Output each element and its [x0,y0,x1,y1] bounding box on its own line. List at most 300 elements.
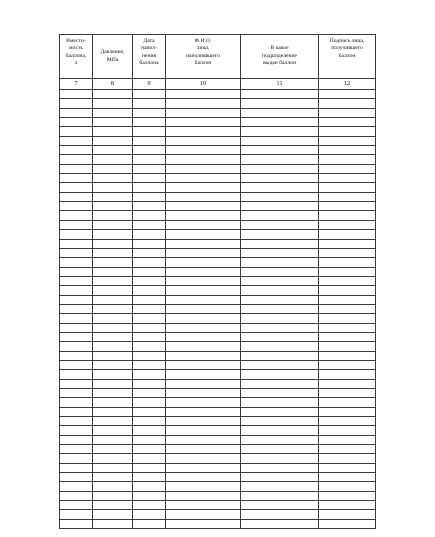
table-cell [133,248,166,257]
table-cell [133,332,166,341]
table-cell [133,118,166,127]
table-cell [93,258,133,267]
table-cell [166,314,241,323]
table-cell [133,90,166,99]
table-cell [133,389,166,398]
table-row [60,482,376,491]
table-cell [60,276,93,285]
table-cell [60,426,93,435]
table-cell [319,482,376,491]
table-cell [319,351,376,360]
table-cell [319,295,376,304]
table-cell [133,519,166,528]
table-cell [166,323,241,332]
table-cell [166,389,241,398]
table-cell [319,398,376,407]
table-cell [133,454,166,463]
table-row [60,286,376,295]
table-cell [166,164,241,173]
table-cell [166,239,241,248]
table-row [60,332,376,341]
table-cell [93,398,133,407]
table-cell [166,360,241,369]
table-cell [241,473,319,482]
table-row [60,239,376,248]
table-cell [166,258,241,267]
table-cell [93,473,133,482]
table-cell [241,230,319,239]
table-cell [133,473,166,482]
table-cell [93,332,133,341]
table-cell [93,118,133,127]
table-cell [241,342,319,351]
table-cell [319,360,376,369]
table-row [60,389,376,398]
table-cell [133,482,166,491]
table-cell [319,230,376,239]
column-number: 10 [166,79,241,90]
table-cell [166,118,241,127]
table-cell [319,211,376,220]
table-cell [241,146,319,155]
table-cell [241,426,319,435]
table-cell [241,295,319,304]
table-cell [133,192,166,201]
table-row [60,360,376,369]
table-cell [166,351,241,360]
table-cell [133,351,166,360]
table-cell [319,192,376,201]
table-cell [166,267,241,276]
column-number: 7 [60,79,93,90]
table-cell [93,155,133,164]
table-cell [93,136,133,145]
table-cell [319,146,376,155]
table-cell [93,342,133,351]
table-cell [93,211,133,220]
table-cell [60,332,93,341]
table-cell [93,202,133,211]
table-cell [93,379,133,388]
table-cell [60,463,93,472]
table-cell [166,491,241,500]
table-cell [319,136,376,145]
table-cell [166,146,241,155]
table-cell [241,286,319,295]
table-cell [133,286,166,295]
table-cell [60,519,93,528]
table-cell [133,314,166,323]
table-cell [241,202,319,211]
table-row [60,491,376,500]
table-cell [133,267,166,276]
table-cell [93,417,133,426]
table-cell [166,342,241,351]
table-cell [241,304,319,313]
table-cell [319,407,376,416]
table-cell [319,379,376,388]
table-cell [166,435,241,444]
table-cell [60,454,93,463]
cylinder-log-table [59,34,376,529]
table-cell [93,426,133,435]
table-cell [241,389,319,398]
table-row [60,435,376,444]
column-number: 12 [319,79,376,90]
table-cell [241,407,319,416]
table-cell [133,136,166,145]
table-cell [133,174,166,183]
table-cell [60,286,93,295]
table-cell [319,183,376,192]
table-cell [133,463,166,472]
table-cell [319,510,376,519]
table-row [60,220,376,229]
table-cell [133,501,166,510]
table-cell [60,248,93,257]
table-cell [166,370,241,379]
table-cell [60,90,93,99]
table-row [60,473,376,482]
table-cell [60,342,93,351]
table-cell [93,99,133,108]
table-cell [133,323,166,332]
table-cell [166,248,241,257]
table-cell [133,435,166,444]
table-cell [319,90,376,99]
log-body [60,90,376,529]
table-cell [133,220,166,229]
table-cell [133,239,166,248]
table-row [60,164,376,173]
table-cell [93,482,133,491]
table-cell [166,426,241,435]
table-cell [241,99,319,108]
table-cell [319,314,376,323]
table-cell [60,108,93,117]
table-cell [166,99,241,108]
table-cell [93,314,133,323]
table-cell [166,90,241,99]
table-cell [166,473,241,482]
table-row [60,342,376,351]
table-cell [166,286,241,295]
header-row [60,35,376,79]
table-cell [93,239,133,248]
table-cell [241,501,319,510]
table-cell [166,407,241,416]
table-cell [133,183,166,192]
table-cell [93,174,133,183]
table-cell [241,192,319,201]
table-cell [60,379,93,388]
table-cell [319,519,376,528]
table-cell [93,510,133,519]
table-cell [241,258,319,267]
table-cell [93,164,133,173]
table-cell [241,482,319,491]
table-cell [93,463,133,472]
table-cell [241,239,319,248]
header-pressure: Давление, МПа [93,35,133,79]
table-cell [241,90,319,99]
table-row [60,407,376,416]
table-cell [60,445,93,454]
table-cell [319,220,376,229]
table-row [60,155,376,164]
table-cell [241,136,319,145]
table-cell [319,342,376,351]
table-cell [241,118,319,127]
table-row [60,267,376,276]
table-cell [60,127,93,136]
table-cell [241,174,319,183]
table-row [60,90,376,99]
table-cell [133,398,166,407]
table-cell [93,146,133,155]
table-cell [60,323,93,332]
table-cell [133,202,166,211]
table-row [60,230,376,239]
column-number: 11 [241,79,319,90]
table-cell [241,323,319,332]
table-cell [60,304,93,313]
table-cell [60,491,93,500]
table-cell [93,407,133,416]
table-cell [133,99,166,108]
table-cell [319,267,376,276]
table-row [60,174,376,183]
table-cell [166,220,241,229]
table-cell [166,332,241,341]
table-row [60,146,376,155]
table-cell [166,202,241,211]
table-cell [166,501,241,510]
table-row [60,501,376,510]
table-cell [60,435,93,444]
table-cell [60,146,93,155]
table-cell [241,379,319,388]
table-cell [60,267,93,276]
table-cell [241,463,319,472]
table-cell [133,445,166,454]
header-issued-to: В какое подразделение выдан баллон [241,35,319,79]
table-cell [166,155,241,164]
table-cell [319,286,376,295]
table-cell [93,108,133,117]
table-row [60,370,376,379]
table-row [60,323,376,332]
table-cell [319,276,376,285]
table-row [60,314,376,323]
column-number-row [60,79,376,90]
table-cell [319,248,376,257]
table-cell [166,295,241,304]
table-cell [60,482,93,491]
table-row [60,463,376,472]
table-cell [319,445,376,454]
table-cell [60,473,93,482]
column-number: 8 [93,79,133,90]
table-cell [93,389,133,398]
table-cell [60,164,93,173]
table-cell [60,417,93,426]
table-row [60,127,376,136]
table-cell [93,351,133,360]
table-cell [241,417,319,426]
table-cell [241,510,319,519]
table-row [60,258,376,267]
table-cell [93,192,133,201]
table-cell [60,220,93,229]
header-filler-name: Ф.И.О. лица, наполнявшего баллон [166,35,241,79]
table-cell [60,407,93,416]
table-cell [133,379,166,388]
table-cell [60,351,93,360]
table-cell [60,192,93,201]
table-cell [166,183,241,192]
table-cell [319,463,376,472]
table-cell [241,211,319,220]
table-cell [133,510,166,519]
table-cell [319,304,376,313]
table-cell [133,146,166,155]
table-cell [319,174,376,183]
table-cell [319,332,376,341]
table-row [60,426,376,435]
table-cell [93,295,133,304]
table-cell [93,230,133,239]
table-row [60,295,376,304]
table-row [60,136,376,145]
table-cell [60,230,93,239]
table-cell [60,202,93,211]
table-cell [60,136,93,145]
table-row [60,248,376,257]
table-row [60,417,376,426]
table-cell [166,192,241,201]
table-row [60,445,376,454]
table-cell [93,323,133,332]
table-cell [166,463,241,472]
table-cell [93,454,133,463]
table-cell [241,248,319,257]
table-cell [241,332,319,341]
table-cell [241,155,319,164]
table-cell [93,286,133,295]
table-cell [133,155,166,164]
table-cell [166,304,241,313]
table-cell [166,127,241,136]
table-row [60,118,376,127]
table-cell [60,155,93,164]
header-fill-date: Дата напол- нения баллона [133,35,166,79]
table-cell [60,398,93,407]
table-cell [93,501,133,510]
table-cell [166,454,241,463]
table-cell [166,108,241,117]
table-cell [133,127,166,136]
table-cell [166,276,241,285]
table-cell [241,519,319,528]
table-cell [319,118,376,127]
table-cell [93,519,133,528]
table-cell [319,426,376,435]
table-cell [60,118,93,127]
table-cell [319,454,376,463]
table-cell [319,501,376,510]
table-cell [133,417,166,426]
table-cell [133,230,166,239]
table-cell [93,491,133,500]
table-cell [93,220,133,229]
table-row [60,108,376,117]
table-cell [133,491,166,500]
table-cell [319,323,376,332]
table-cell [133,304,166,313]
table-cell [133,342,166,351]
table-cell [133,370,166,379]
table-cell [241,164,319,173]
table-cell [166,136,241,145]
table-cell [319,417,376,426]
table-cell [319,202,376,211]
table-cell [60,389,93,398]
table-cell [319,99,376,108]
table-cell [93,304,133,313]
table-cell [166,445,241,454]
table-row [60,99,376,108]
table-cell [133,407,166,416]
table-row [60,351,376,360]
table-cell [166,398,241,407]
table-cell [241,220,319,229]
table-cell [60,239,93,248]
table-cell [319,239,376,248]
table-cell [133,295,166,304]
header-receiver-signature: Подпись лица, получившего баллон [319,35,376,79]
table-cell [93,276,133,285]
table-cell [241,314,319,323]
table-cell [319,258,376,267]
table-cell [133,276,166,285]
table-cell [319,370,376,379]
table-cell [93,435,133,444]
table-cell [93,360,133,369]
table-cell [319,491,376,500]
table-cell [241,435,319,444]
table-cell [319,164,376,173]
table-row [60,398,376,407]
table-cell [60,295,93,304]
table-cell [60,183,93,192]
header-capacity: Вмести- мость баллона, л [60,35,93,79]
table-cell [319,108,376,117]
table-cell [60,510,93,519]
table-cell [166,230,241,239]
table-cell [241,351,319,360]
table-cell [241,370,319,379]
table-row [60,454,376,463]
column-number: 9 [133,79,166,90]
table-cell [166,174,241,183]
table-cell [60,211,93,220]
table-cell [93,267,133,276]
table-cell [241,491,319,500]
table-cell [241,398,319,407]
table-cell [93,445,133,454]
table-cell [241,276,319,285]
